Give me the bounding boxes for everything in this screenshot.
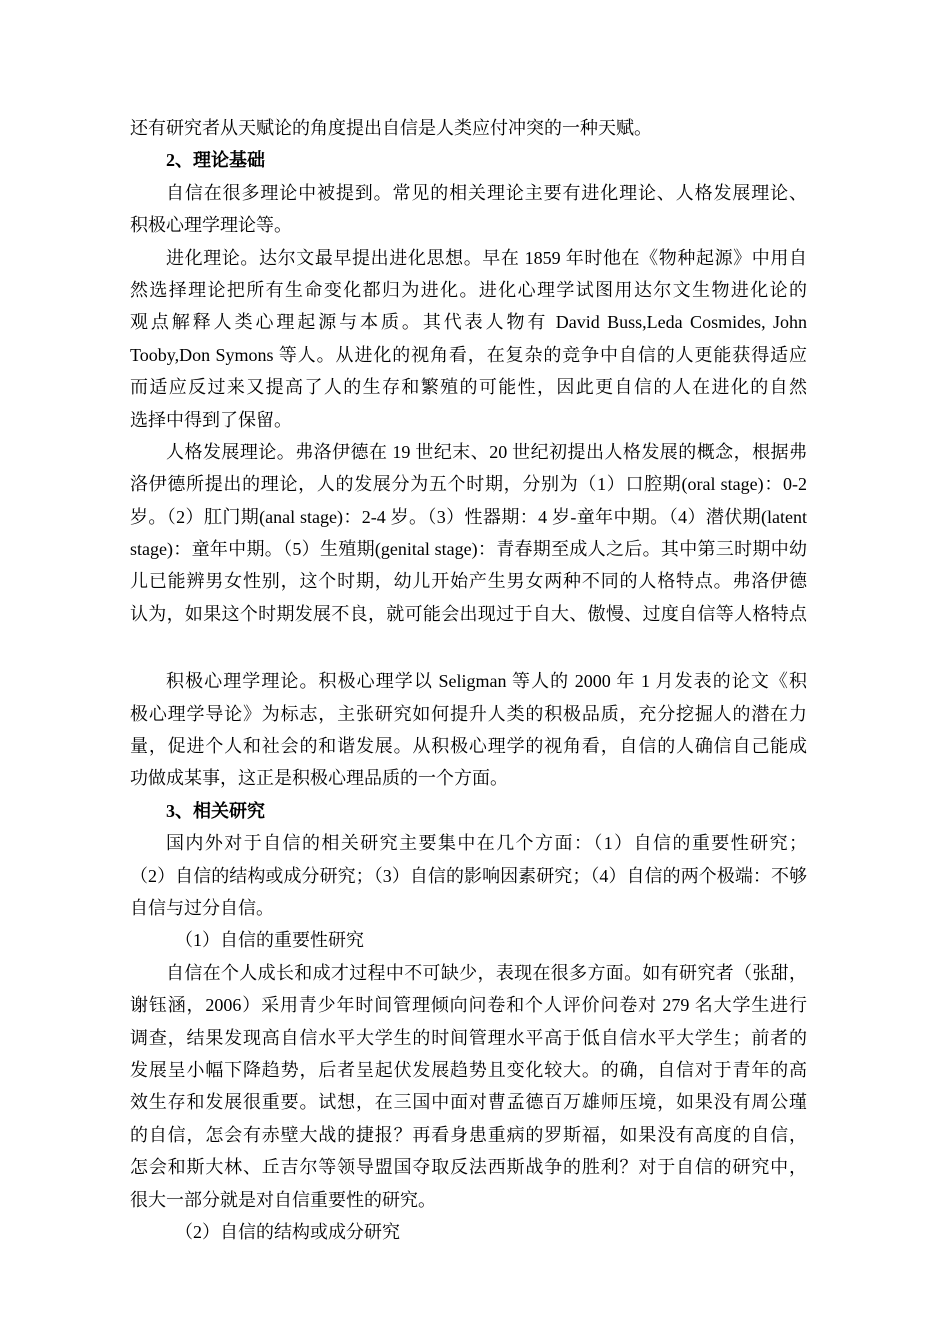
body-text-line: 然选择理论把所有生命变化都归为进化。进化心理学试图用达尔文生物进化论的 <box>130 279 807 300</box>
document-page <box>130 112 807 1248</box>
body-text-line: 发展呈小幅下降趋势，后者呈起伏发展趋势且变化较大。的确，自信对于青年的高 <box>130 1059 807 1080</box>
body-text-line: 自信在很多理论中被提到。常见的相关理论主要有进化理论、人格发展理论、 <box>166 182 807 203</box>
body-text-line: （2）自信的结构或成分研究；（3）自信的影响因素研究；（4）自信的两个极端：不够 <box>130 865 807 886</box>
body-text-line: 国内外对于自信的相关研究主要集中在几个方面：（1）自信的重要性研究； <box>166 833 807 854</box>
body-text-line: stage)：童年中期。（5）生殖期(genital stage)：青春期至成人之后。其中第三时期中幼 <box>130 539 807 560</box>
body-text-line: 自信与过分自信。 <box>130 897 274 918</box>
body-text-line: 调查，结果发现高自信水平大学生的时间管理水平高于低自信水平大学生；前者的 <box>130 1027 807 1048</box>
body-text-line: 自信在个人成长和成才过程中不可缺少，表现在很多方面。如有研究者（张甜， <box>166 962 807 983</box>
body-text-line: 洛伊德所提出的理论，人的发展分为五个时期，分别为（1）口腔期(oral stage)：0-2 <box>130 474 807 495</box>
body-text-line: 功做成某事，这正是积极心理品质的一个方面。 <box>130 768 508 789</box>
body-text-line: 积极心理学理论。积极心理学以 Seligman 等人的 2000 年 1 月发表的论文《积 <box>166 671 807 692</box>
body-text-line: 积极心理学理论等。 <box>130 215 292 236</box>
subsection-heading: （1）自信的重要性研究 <box>175 930 364 951</box>
body-text-line: 人格发展理论。弗洛伊德在 19 世纪末、20 世纪初提出人格发展的概念，根据弗 <box>166 441 807 462</box>
body-text-line: 极心理学导论》为标志，主张研究如何提升人类的积极品质，充分挖掘人的潜在力 <box>130 703 807 724</box>
body-text-line: 还有研究者从天赋论的角度提出自信是人类应付冲突的一种天赋。 <box>130 118 652 138</box>
body-text-line: 认为，如果这个时期发展不良，就可能会出现过于自大、傲慢、过度自信等人格特点 <box>130 603 807 624</box>
body-text-line: 进化理论。达尔文最早提出进化思想。早在 1859 年时他在《物种起源》中用自 <box>166 247 807 268</box>
body-text-line: 量，促进个人和社会的和谐发展。从积极心理学的视角看，自信的人确信自己能成 <box>130 736 807 757</box>
body-text-line: 很大一部分就是对自信重要性的研究。 <box>130 1189 436 1210</box>
section-heading: 3、相关研究 <box>166 800 265 821</box>
body-text-line: 怎会和斯大林、丘吉尔等领导盟国夺取反法西斯战争的胜利？对于自信的研究中， <box>130 1157 807 1178</box>
section-heading: 2、理论基础 <box>166 150 265 171</box>
subsection-heading: （2）自信的结构或成分研究 <box>175 1221 400 1242</box>
body-text-line: 谢钰涵，2006）采用青少年时间管理倾向问卷和个人评价问卷对 279 名大学生进行 <box>130 995 807 1016</box>
body-text-line: Tooby,Don Symons 等人。从进化的视角看，在复杂的竞争中自信的人更能获得适应 <box>130 344 807 365</box>
body-text-line: 儿已能辨男女性别，这个时期，幼儿开始产生男女两种不同的人格特点。弗洛伊德 <box>130 571 807 592</box>
body-text-line: 观点解释人类心理起源与本质。其代表人物有 David Buss,Leda Cosmides, John <box>130 312 807 333</box>
body-text-line: 选择中得到了保留。 <box>130 409 292 430</box>
body-text-line: 而适应反过来又提高了人的生存和繁殖的可能性，因此更自信的人在进化的自然 <box>130 377 807 398</box>
body-text-line: 岁。（2）肛门期(anal stage)：2-4 岁。（3）性器期：4 岁-童年中期。（4）潜伏期(latent <box>130 506 807 527</box>
paragraph-gap <box>130 630 807 665</box>
body-text-line: 的自信，怎会有赤壁大战的捷报？再看身患重病的罗斯福，如果没有高度的自信， <box>130 1124 807 1145</box>
body-text-line: 效生存和发展很重要。试想，在三国中面对曹孟德百万雄师压境，如果没有周公瑾 <box>130 1092 807 1113</box>
